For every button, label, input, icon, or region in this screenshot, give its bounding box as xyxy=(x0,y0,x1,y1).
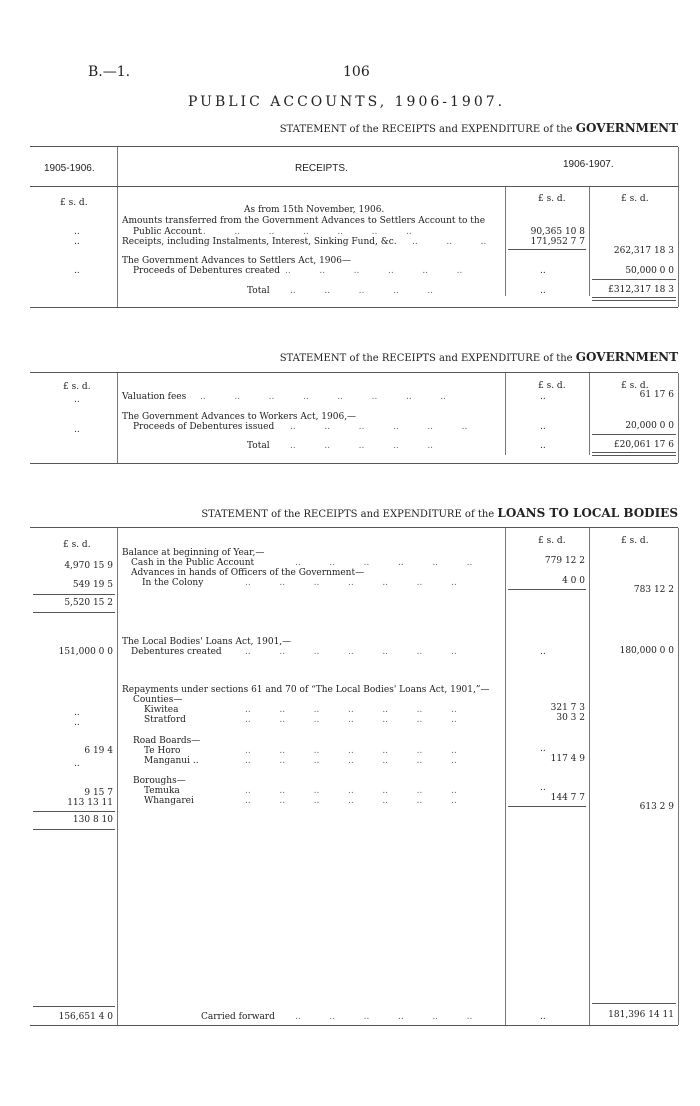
section1-lsd-prev: £ s. d. xyxy=(60,198,88,208)
section1-col-curr: 1906-1907. xyxy=(563,159,614,170)
manganui-prev: .. xyxy=(74,759,80,769)
act-label: Debentures created xyxy=(131,647,222,657)
balance-heading: Balance at beginning of Year,— xyxy=(122,548,265,558)
kiwitea-prev: .. xyxy=(74,708,80,718)
repayments-heading: Repayments under sections 61 and 70 of “The Local Bodies' Loans Act, 1901,”— xyxy=(122,685,490,695)
act-prev: 151,000 0 0 xyxy=(58,647,113,657)
section1-row1-inner: 90,365 10 8 xyxy=(530,227,585,237)
section1-row1-text1: Amounts transferred from the Government Advances to Settlers Account to the xyxy=(122,216,486,226)
kiwitea-inner: 321 7 3 xyxy=(550,703,585,713)
manganui-label: Manganui .. xyxy=(144,756,199,766)
section1-row3-prev: .. xyxy=(74,266,80,276)
road-boards-label: Road Boards— xyxy=(133,736,201,746)
page-ref: B.—1. xyxy=(88,64,131,80)
whangarei-prev: 113 13 11 xyxy=(67,798,113,808)
section2-heading-bold: GOVERNMENT xyxy=(575,350,678,364)
section1-row1-prev: .. xyxy=(74,227,80,237)
temuka-prev: 9 15 7 xyxy=(84,788,113,798)
section3-heading-prefix: STATEMENT of the RECEIPTS and EXPENDITURE of the xyxy=(201,509,495,520)
section2-row1-text1: Valuation fees xyxy=(122,392,187,402)
stratford-prev: .. xyxy=(74,718,80,728)
section1-row1-text2: Public Account xyxy=(133,227,202,237)
section2-total-outer: £20,061 17 6 xyxy=(613,440,674,450)
page-title: PUBLIC ACCOUNTS, 1906-1907. xyxy=(188,94,506,110)
section2-lsd-prev: £ s. d. xyxy=(63,382,91,392)
section2-row2-text2: Proceeds of Debentures issued xyxy=(133,422,275,432)
section3-lsd-inner: £ s. d. xyxy=(538,536,566,546)
section3-heading xyxy=(201,506,678,520)
section1-row2-text1: Receipts, including Instalments, Interest, Sinking Fund, &c. xyxy=(122,237,397,247)
section1-row2-inner: 171,952 7 7 xyxy=(530,237,585,247)
balance-subtotal-outer: 783 12 2 xyxy=(633,585,674,595)
whangarei-inner: 144 7 7 xyxy=(550,793,585,803)
section2-row2-inner: .. xyxy=(540,422,546,432)
carried-label: Carried forward xyxy=(201,1012,275,1022)
section2-total-inner: .. xyxy=(540,441,546,451)
section2-row1-prev: .. xyxy=(74,395,80,405)
section1-col-receipts: RECEIPTS. xyxy=(295,163,348,174)
balance-colony-inner: 4 0 0 xyxy=(562,576,585,586)
counties-label: Counties— xyxy=(133,695,183,705)
section2-lsd-outer: £ s. d. xyxy=(621,381,649,391)
repayments-subtotal-outer: 613 2 9 xyxy=(639,802,674,812)
section2-row2-outer: 20,000 0 0 xyxy=(625,421,674,431)
temuka-inner: .. xyxy=(540,783,546,793)
whangarei-label: Whangarei xyxy=(144,796,194,806)
balance-colony-prev: 549 19 5 xyxy=(72,580,113,590)
tehoro-inner: .. xyxy=(540,744,546,754)
balance-colony-label: In the Colony xyxy=(142,578,204,588)
section2-row2-prev: .. xyxy=(74,425,80,435)
act-heading: The Local Bodies' Loans Act, 1901,— xyxy=(122,637,292,647)
kiwitea-label: Kiwitea xyxy=(144,705,179,715)
stratford-label: Stratford xyxy=(144,715,186,725)
section1-row3-text1: The Government Advances to Settlers Act, 1906— xyxy=(122,256,351,266)
section1-heading-prefix: STATEMENT of the RECEIPTS and EXPENDITURE of the xyxy=(279,124,573,135)
section3-lsd-outer: £ s. d. xyxy=(621,536,649,546)
balance-subtotal-prev: 5,520 15 2 xyxy=(64,598,113,608)
carried-prev: 156,651 4 0 xyxy=(58,1012,113,1022)
boroughs-label: Boroughs— xyxy=(133,776,186,786)
balance-cash-label: Cash in the Public Account xyxy=(131,558,255,568)
section1-col-prev: 1905-1906. xyxy=(44,163,95,174)
section3-heading-bold: LOANS TO LOCAL BODIES xyxy=(497,506,678,520)
section1-lsd-outer: £ s. d. xyxy=(621,194,649,204)
stratford-inner: 30 3 2 xyxy=(556,713,585,723)
repayments-subtotal-prev: 130 8 10 xyxy=(72,815,113,825)
carried-outer: 181,396 14 11 xyxy=(608,1010,674,1020)
tehoro-prev: 6 19 4 xyxy=(84,746,113,756)
section1-heading xyxy=(280,121,678,135)
section2-row1-outer: 61 17 6 xyxy=(639,390,674,400)
section1-row2-prev: .. xyxy=(74,237,80,247)
act-inner: .. xyxy=(540,647,546,657)
tehoro-label: Te Horo xyxy=(144,746,181,756)
section1-heading-bold: GOVERNMENT xyxy=(575,121,678,135)
section1-total-label: Total xyxy=(247,286,270,296)
carried-inner: .. xyxy=(540,1012,546,1022)
section1-subtitle: As from 15th November, 1906. xyxy=(244,205,385,215)
section1-row2-outer: 262,317 18 3 xyxy=(613,246,674,256)
section1-total-outer: £312,317 18 3 xyxy=(608,285,674,295)
section2-total-label: Total xyxy=(247,441,270,451)
section1-row3-text2: Proceeds of Debentures created xyxy=(133,266,281,276)
balance-advances-label: Advances in hands of Officers of the Government— xyxy=(131,568,365,578)
section1-total-inner: .. xyxy=(540,286,546,296)
section2-lsd-inner: £ s. d. xyxy=(538,381,566,391)
balance-cash-inner: 779 12 2 xyxy=(544,556,585,566)
temuka-label: Temuka xyxy=(144,786,180,796)
section2-row1-inner: .. xyxy=(540,392,546,402)
page-number: 106 xyxy=(343,64,370,80)
section3-lsd-prev: £ s. d. xyxy=(63,540,91,550)
section2-heading-prefix: STATEMENT of the RECEIPTS and EXPENDITURE of the xyxy=(279,353,573,364)
section1-row3-outer: 50,000 0 0 xyxy=(625,266,674,276)
balance-cash-prev: 4,970 15 9 xyxy=(64,561,113,571)
section2-row2-text1: The Government Advances to Workers Act, 1906,— xyxy=(122,412,357,422)
act-outer: 180,000 0 0 xyxy=(619,646,674,656)
section1-row3-inner: .. xyxy=(540,266,546,276)
manganui-inner: 117 4 9 xyxy=(550,754,585,764)
section2-heading xyxy=(280,350,678,364)
section1-lsd-inner: £ s. d. xyxy=(538,194,566,204)
